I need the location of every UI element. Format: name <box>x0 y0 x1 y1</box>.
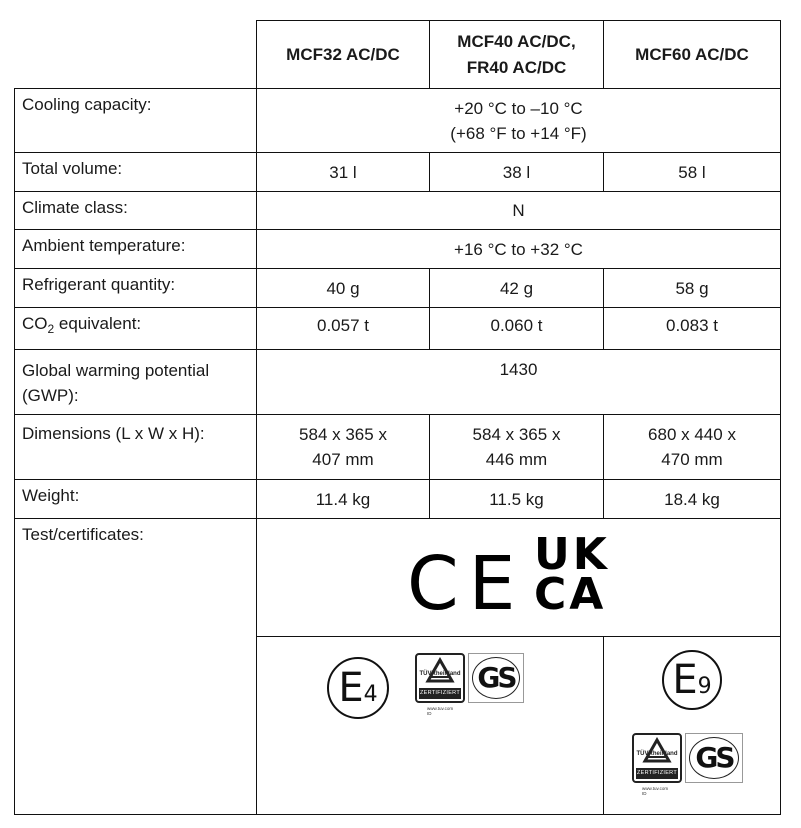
ece-e9-letter: E <box>672 657 698 703</box>
value-refrigerant-mcf32 <box>256 268 430 308</box>
value-cooling-capacity <box>256 88 781 153</box>
label-certificates <box>14 518 257 815</box>
value-weight-mcf32 <box>256 479 430 519</box>
gs-mark-icon-2 <box>685 733 743 783</box>
dimensions-mcf40-line2: 446 mm <box>485 450 548 469</box>
tuv-brand-text: TÜVRheinland <box>419 671 461 677</box>
gs-mark-text-2: GS <box>695 741 733 774</box>
co2-mcf60: 0.083 t <box>666 316 718 335</box>
ece-e4-icon <box>327 657 389 719</box>
value-co2-mcf60 <box>603 307 781 350</box>
tuv-brand-text-2: TÜVRheinland <box>636 751 678 757</box>
ukca-line1: UK <box>534 529 610 580</box>
header-mcf60 <box>603 20 781 89</box>
value-weight-mcf60 <box>603 479 781 519</box>
dimensions-mcf60-line1: 680 x 440 x <box>648 425 736 444</box>
ece-e9-number: 9 <box>697 674 712 699</box>
ece-e9-icon <box>662 650 722 710</box>
value-gwp <box>256 349 781 415</box>
value-weight-mcf40 <box>429 479 604 519</box>
co2-mcf32: 0.057 t <box>317 316 369 335</box>
value-dimensions-mcf40 <box>429 414 604 480</box>
climate-class-value: N <box>512 201 525 220</box>
total-volume-label: Total volume: <box>22 159 123 178</box>
dimensions-mcf32-line2: 407 mm <box>312 450 374 469</box>
label-ambient-temperature <box>14 229 257 269</box>
label-total-volume <box>14 152 257 192</box>
tuv-id-text-2: ID <box>642 791 647 796</box>
ukca-mark-icon <box>534 529 610 620</box>
tuv-url-text-2: www.tuv.com <box>642 786 669 791</box>
tuv-url-caption <box>427 706 453 716</box>
value-total-volume-mcf40 <box>429 152 604 192</box>
header-mcf32-label: MCF32 AC/DC <box>286 44 400 64</box>
value-dimensions-mcf60 <box>603 414 781 480</box>
value-dimensions-mcf32 <box>256 414 430 480</box>
value-co2-mcf32 <box>256 307 430 350</box>
gwp-value: 1430 <box>499 360 538 379</box>
value-refrigerant-mcf40 <box>429 268 604 308</box>
tuv-band-text-2: ZERTIFIZIERT <box>636 768 678 779</box>
weight-mcf32: 11.4 kg <box>315 489 371 509</box>
tuv-rheinland-icon-2 <box>632 733 682 783</box>
dimensions-label: Dimensions (L x W x H): <box>22 424 205 443</box>
certificates-mcf32-mcf40-cell <box>256 636 604 815</box>
header-mcf40-label-line2: FR40 AC/DC <box>466 57 567 77</box>
dimensions-mcf32-line1: 584 x 365 x <box>299 425 387 444</box>
ambient-temperature-value: +16 °C to +32 °C <box>454 239 583 259</box>
header-mcf40-label-line1: MCF40 AC/DC, <box>457 31 576 51</box>
label-co2-equivalent <box>14 307 257 350</box>
weight-mcf60: 18.4 kg <box>664 489 720 509</box>
value-climate-class <box>256 191 781 230</box>
refrigerant-mcf60: 58 g <box>675 278 709 298</box>
label-gwp <box>14 349 257 415</box>
tuv-id-text: ID <box>427 711 432 716</box>
co2-label-suffix: equivalent: <box>54 314 142 333</box>
tuv-url-text: www.tuv.com <box>427 706 454 711</box>
certificates-label: Test/certificates: <box>22 525 144 544</box>
value-total-volume-mcf60 <box>603 152 781 192</box>
value-co2-mcf40 <box>429 307 604 350</box>
label-weight <box>14 479 257 519</box>
ambient-temperature-label: Ambient temperature: <box>22 236 186 255</box>
weight-mcf40: 11.5 kg <box>489 489 544 509</box>
gwp-label-line1: Global warming potential <box>22 361 210 380</box>
ce-mark-text: CE <box>407 541 526 627</box>
total-volume-mcf40: 38 l <box>502 162 531 182</box>
gwp-label-line2: (GWP): <box>22 386 79 405</box>
dimensions-mcf60-line2: 470 mm <box>661 450 723 469</box>
tuv-band-text: ZERTIFIZIERT <box>419 688 461 699</box>
weight-label: Weight: <box>22 486 80 505</box>
climate-class-label: Climate class: <box>22 198 128 217</box>
cooling-capacity-celsius: +20 °C to –10 °C <box>454 98 583 118</box>
total-volume-mcf60: 58 l <box>678 162 706 182</box>
label-refrigerant-quantity <box>14 268 257 308</box>
header-mcf32 <box>256 20 430 89</box>
dimensions-mcf40-line1: 584 x 365 x <box>472 425 561 444</box>
co2-label-subscript: 2 <box>47 322 55 336</box>
total-volume-mcf32: 31 l <box>329 162 357 182</box>
gs-mark-text: GS <box>477 661 515 694</box>
value-refrigerant-mcf60 <box>603 268 781 308</box>
certificates-ce-ukca-cell <box>256 518 781 637</box>
refrigerant-quantity-label: Refrigerant quantity: <box>22 275 176 294</box>
value-total-volume-mcf32 <box>256 152 430 192</box>
value-ambient-temperature <box>256 229 781 269</box>
co2-label-prefix: CO <box>22 314 48 333</box>
label-dimensions <box>14 414 257 480</box>
tuv-rheinland-icon <box>415 653 465 703</box>
refrigerant-mcf32: 40 g <box>326 278 360 298</box>
gs-mark-icon <box>468 653 524 703</box>
co2-mcf40: 0.060 t <box>490 316 543 335</box>
header-mcf60-label: MCF60 AC/DC <box>635 44 749 64</box>
label-cooling-capacity <box>14 88 257 153</box>
cooling-capacity-fahrenheit: (+68 °F to +14 °F) <box>450 123 587 143</box>
certificates-mcf60-cell <box>603 636 781 815</box>
ece-e4-number: 4 <box>363 682 378 707</box>
refrigerant-mcf40: 42 g <box>499 278 534 298</box>
ce-mark-icon <box>407 541 526 627</box>
header-mcf40 <box>429 20 604 89</box>
ece-e4-letter: E <box>338 665 364 711</box>
label-climate-class <box>14 191 257 230</box>
tuv-url-caption-2 <box>642 786 668 796</box>
ukca-line2: CA <box>534 569 607 620</box>
cooling-capacity-label: Cooling capacity: <box>22 95 152 114</box>
